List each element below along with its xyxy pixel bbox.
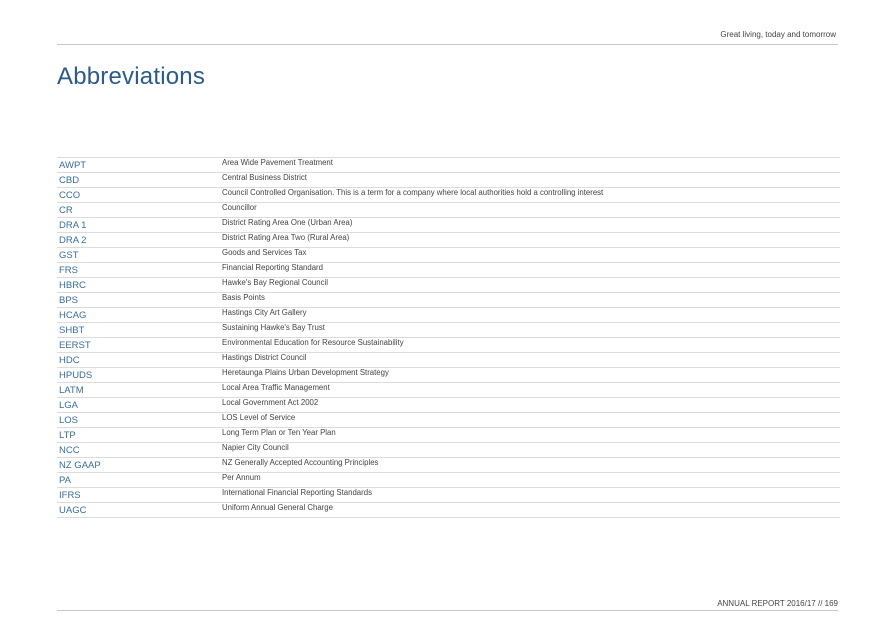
footer-divider — [57, 610, 838, 611]
abbreviation-code: UAGC — [57, 503, 222, 518]
abbreviation-code: CR — [57, 203, 222, 218]
abbreviation-description: Local Area Traffic Management — [222, 383, 840, 398]
abbreviation-code: BPS — [57, 293, 222, 308]
abbreviation-row — [57, 203, 840, 218]
abbreviation-row — [57, 263, 840, 278]
abbreviation-row — [57, 323, 840, 338]
abbreviation-description: Uniform Annual General Charge — [222, 503, 840, 518]
abbreviation-code: NZ GAAP — [57, 458, 222, 473]
abbreviation-row — [57, 413, 840, 428]
abbreviation-code: AWPT — [57, 158, 222, 173]
abbreviation-description: Hastings City Art Gallery — [222, 308, 840, 323]
page-title: Abbreviations — [57, 63, 206, 90]
abbreviation-code: PA — [57, 473, 222, 488]
abbreviation-row — [57, 398, 840, 413]
abbreviation-code: IFRS — [57, 488, 222, 503]
abbreviation-description: Central Business District — [222, 173, 840, 188]
abbreviation-row — [57, 443, 840, 458]
abbreviation-code: LTP — [57, 428, 222, 443]
header-divider — [57, 44, 838, 45]
abbreviation-description: Goods and Services Tax — [222, 248, 840, 263]
abbreviation-row — [57, 503, 840, 518]
abbreviation-code: NCC — [57, 443, 222, 458]
abbreviation-row — [57, 173, 840, 188]
abbreviation-row — [57, 278, 840, 293]
abbreviation-code: CCO — [57, 188, 222, 203]
abbreviation-row — [57, 248, 840, 263]
abbreviation-description: Environmental Education for Resource Sustainability — [222, 338, 840, 353]
abbreviation-row — [57, 158, 840, 173]
abbreviations-table-body — [57, 158, 840, 518]
abbreviation-code: HDC — [57, 353, 222, 368]
abbreviation-code: HCAG — [57, 308, 222, 323]
abbreviation-description: District Rating Area One (Urban Area) — [222, 218, 840, 233]
abbreviation-row — [57, 428, 840, 443]
abbreviation-row — [57, 353, 840, 368]
abbreviation-code: LGA — [57, 398, 222, 413]
abbreviation-row — [57, 338, 840, 353]
abbreviation-description: District Rating Area Two (Rural Area) — [222, 233, 840, 248]
abbreviation-row — [57, 368, 840, 383]
abbreviation-code: CBD — [57, 173, 222, 188]
abbreviation-code: LATM — [57, 383, 222, 398]
abbreviation-row — [57, 188, 840, 203]
abbreviation-description: Heretaunga Plains Urban Development Strategy — [222, 368, 840, 383]
abbreviation-code: EERST — [57, 338, 222, 353]
abbreviations-table — [57, 157, 840, 518]
abbreviation-description: LOS Level of Service — [222, 413, 840, 428]
abbreviation-code: DRA 1 — [57, 218, 222, 233]
abbreviation-description: Sustaining Hawke's Bay Trust — [222, 323, 840, 338]
abbreviation-code: DRA 2 — [57, 233, 222, 248]
abbreviation-row — [57, 233, 840, 248]
footer-page-label: ANNUAL REPORT 2016/17 // 169 — [717, 599, 838, 608]
abbreviation-description: Councillor — [222, 203, 840, 218]
abbreviation-description: Long Term Plan or Ten Year Plan — [222, 428, 840, 443]
header-tagline: Great living, today and tomorrow — [720, 30, 836, 39]
abbreviation-row — [57, 488, 840, 503]
abbreviation-row — [57, 218, 840, 233]
abbreviation-code: HBRC — [57, 278, 222, 293]
abbreviation-description: Per Annum — [222, 473, 840, 488]
abbreviation-row — [57, 458, 840, 473]
abbreviation-row — [57, 308, 840, 323]
abbreviation-row — [57, 383, 840, 398]
abbreviation-row — [57, 473, 840, 488]
abbreviation-description: Financial Reporting Standard — [222, 263, 840, 278]
abbreviation-code: SHBT — [57, 323, 222, 338]
abbreviation-description: Basis Points — [222, 293, 840, 308]
abbreviation-description: Local Government Act 2002 — [222, 398, 840, 413]
abbreviation-description: Napier City Council — [222, 443, 840, 458]
abbreviation-description: NZ Generally Accepted Accounting Principles — [222, 458, 840, 473]
abbreviation-code: GST — [57, 248, 222, 263]
abbreviation-description: Council Controlled Organisation. This is a term for a company where local authorities hold a controlling interest — [222, 188, 840, 203]
abbreviation-code: HPUDS — [57, 368, 222, 383]
abbreviation-code: FRS — [57, 263, 222, 278]
abbreviation-row — [57, 293, 840, 308]
abbreviation-description: International Financial Reporting Standards — [222, 488, 840, 503]
abbreviation-code: LOS — [57, 413, 222, 428]
abbreviation-description: Area Wide Pavement Treatment — [222, 158, 840, 173]
abbreviation-description: Hastings District Council — [222, 353, 840, 368]
abbreviation-description: Hawke's Bay Regional Council — [222, 278, 840, 293]
